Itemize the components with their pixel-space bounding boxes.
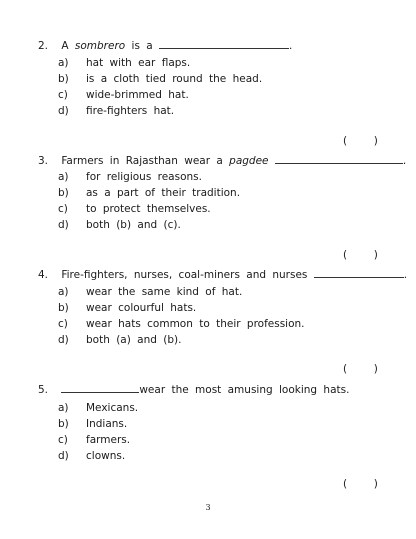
answer-box[interactable]: ( ) xyxy=(343,249,378,261)
answer-blank xyxy=(61,391,139,393)
question-italic-term: pagdee xyxy=(229,155,269,167)
option-4b: b) wear colourful hats. xyxy=(58,302,197,314)
answer-blank xyxy=(159,47,289,49)
option-2a: a) hat with ear flaps. xyxy=(58,57,191,69)
option-3d: d) both (b) and (c). xyxy=(58,219,181,231)
question-text: is a xyxy=(131,40,153,52)
option-2d: d) fire-fighters hat. xyxy=(58,105,175,117)
option-4c: c) wear hats common to their profession. xyxy=(58,318,305,330)
question-3: 3. Farmers in Rajasthan wear a pagdee . xyxy=(38,155,407,167)
option-2c: c) wide-brimmed hat. xyxy=(58,89,189,101)
question-number: 3. xyxy=(38,155,49,167)
question-4: 4. Fire-fighters, nurses, coal-miners and nurses . xyxy=(38,269,408,281)
page-number: 3 xyxy=(205,503,211,512)
question-number: 5. xyxy=(38,384,49,396)
question-2: 2. A sombrero is a . xyxy=(38,40,293,52)
question-number: 2. xyxy=(38,40,49,52)
option-3b: b) as a part of their tradition. xyxy=(58,187,241,199)
question-number: 4. xyxy=(38,269,49,281)
option-5a: a) Mexicans. xyxy=(58,402,139,414)
question-text: wear the most amusing looking hats. xyxy=(139,384,350,396)
question-5 xyxy=(38,384,383,396)
option-2b: b) is a cloth tied round the head. xyxy=(58,73,263,85)
answer-box[interactable]: ( ) xyxy=(343,478,378,490)
option-5c: c) farmers. xyxy=(58,434,131,446)
option-3a: a) for religious reasons. xyxy=(58,171,202,183)
question-text: Fire-fighters, nurses, coal-miners and nurses xyxy=(61,269,308,281)
option-4d: d) both (a) and (b). xyxy=(58,334,182,346)
option-3c: c) to protect themselves. xyxy=(58,203,211,215)
option-5b: b) Indians. xyxy=(58,418,128,430)
option-4a: a) wear the same kind of hat. xyxy=(58,286,243,298)
question-text: A xyxy=(61,40,69,52)
question-italic-term: sombrero xyxy=(74,40,126,52)
answer-blank xyxy=(275,162,403,164)
answer-box[interactable]: ( ) xyxy=(343,363,378,375)
answer-blank xyxy=(314,276,404,278)
option-5d: d) clowns. xyxy=(58,450,126,462)
answer-box[interactable]: ( ) xyxy=(343,135,378,147)
question-text: Farmers in Rajasthan wear a xyxy=(61,155,223,167)
